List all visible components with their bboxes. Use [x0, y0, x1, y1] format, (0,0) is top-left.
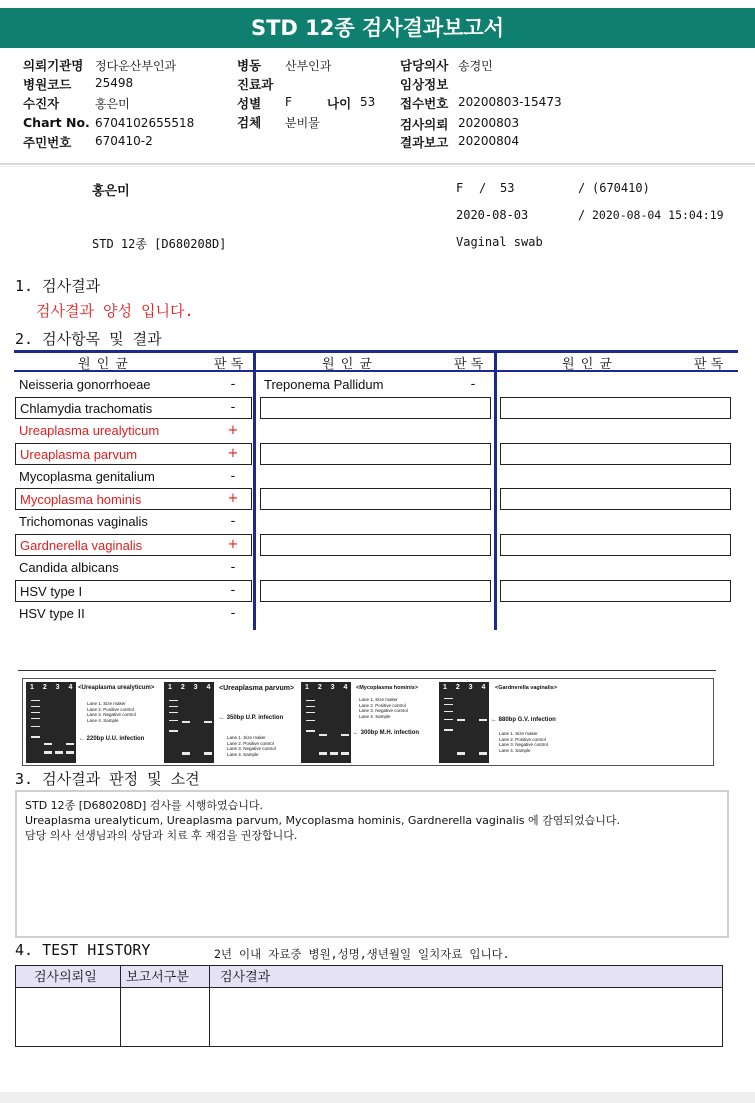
hospital-label: 의뢰기관명: [23, 58, 84, 73]
verdict: +: [227, 446, 239, 461]
verdict: -: [230, 377, 236, 392]
pathogen-row: Mycoplasma genitalium: [19, 469, 155, 484]
patient-label: 수진자: [23, 96, 60, 111]
header-divider: [0, 163, 755, 165]
pathogen-row: Ureaplasma parvum: [15, 443, 252, 465]
summary-datetime: 2020-08-04 15:04:19: [592, 208, 724, 222]
gel-note: ← 300bp M.H. infection: [353, 730, 420, 736]
history-col-divider-2: [209, 966, 210, 1046]
empty-cell: [500, 534, 731, 556]
gel-legend: Lane 1. Size maker Lane 2. Positive control Lane 3. Negative control Lane 4. Sample: [227, 735, 276, 757]
hospital-code-value: 25498: [95, 76, 134, 90]
table-col-divider-2: [494, 350, 497, 630]
pathogen-row: Trichomonas vaginalis: [19, 514, 148, 529]
report-title: STD 12종 검사결과보고서: [0, 8, 755, 48]
reportdate-label: 결과보고: [400, 135, 449, 150]
summary-birth: (670410): [592, 181, 650, 195]
pathogen-row: HSV type II: [19, 606, 85, 621]
col2-pathogen-header: 원 인 균: [322, 357, 373, 372]
gel-title: <Ureaplasma parvum>: [219, 685, 295, 692]
specimen-value: 분비물: [285, 116, 320, 130]
page-bottom-bar: [0, 1092, 755, 1103]
patient-value: 홍은미: [95, 97, 130, 111]
empty-cell: [260, 443, 491, 465]
section4-title: 4. TEST HISTORY: [15, 941, 151, 959]
opinion-line: 담당 의사 선생님과의 상담과 치료 후 재검을 권장합니다.: [25, 829, 298, 842]
summary-name: 홍은미: [92, 184, 130, 199]
gel-images-strip: [22, 678, 714, 766]
empty-cell: [260, 488, 491, 510]
sex-label: 성별: [237, 96, 262, 111]
section1-result: 검사결과 양성 입니다.: [36, 302, 194, 320]
pathogen-row: Ureaplasma urealyticum: [19, 423, 160, 438]
ward-label: 병동: [237, 58, 262, 73]
col1-verdict-header: 판 독: [214, 357, 244, 372]
summary-age: 53: [500, 181, 515, 195]
request-value: 20200803: [458, 116, 520, 130]
verdict: +: [227, 423, 239, 438]
dept-label: 진료과: [237, 77, 274, 92]
pathogen-row: HSV type I: [15, 580, 252, 602]
pathogen-row: Treponema Pallidum: [264, 377, 384, 392]
gel-legend: Lane 1. Size maker Lane 2. Positive control Lane 3. Negative control Lane 4. Sample: [87, 701, 136, 723]
verdict: -: [230, 583, 236, 598]
receipt-value: 20200803-15473: [458, 95, 562, 109]
opinion-box: [15, 790, 729, 938]
doctor-label: 담당의사: [400, 58, 449, 73]
request-label: 검사의뢰: [400, 117, 449, 132]
section3-title: 3. 검사결과 판정 및 소견: [15, 770, 200, 788]
pathogen-row: Candida albicans: [19, 560, 119, 575]
summary-slash-2: /: [578, 181, 586, 195]
history-note: 2년 이내 자료중 병원,성명,생년월일 일치자료 입니다.: [214, 947, 510, 961]
gel-image-gv: 1 2 3 4: [439, 682, 489, 763]
empty-cell: [500, 443, 731, 465]
gel-title: <Mycoplasma hominis>: [356, 685, 419, 691]
age-value: 53: [360, 95, 376, 109]
reportdate-value: 20200804: [458, 134, 520, 148]
empty-cell: [500, 488, 731, 510]
history-header-row: [16, 966, 722, 988]
gel-note: ← 880bp G.V. infection: [491, 717, 556, 723]
verdict: -: [230, 606, 236, 621]
empty-cell: [260, 580, 491, 602]
age-label: 나이: [327, 96, 352, 111]
gel-top-rule: [18, 670, 716, 671]
pathogen-row: Chlamydia trachomatis: [15, 397, 252, 419]
pathogen-row: Mycoplasma hominis: [15, 488, 252, 510]
gel-title: <Ureaplasma urealyticum>: [78, 685, 155, 691]
pathogen-row: Gardnerella vaginalis: [15, 534, 252, 556]
gel-legend: Lane 1. Size maker Lane 2. Positive control Lane 3. Negative control Lane 4. Sample: [499, 731, 548, 753]
history-col-type: 보고서구분: [126, 970, 189, 985]
summary-slash-3: /: [578, 208, 586, 222]
gel-image-up: 1 2 3 4: [164, 682, 214, 763]
specimen-label: 검체: [237, 115, 262, 130]
pathogen-row: Neisseria gonorrhoeae: [19, 377, 151, 392]
history-col-result: 검사결과: [220, 970, 271, 985]
verdict: -: [230, 560, 236, 575]
summary-test: STD 12종 [D680208D]: [92, 237, 227, 251]
gel-note: ← 350bp U.P. infection: [219, 715, 284, 721]
rrn-label: 주민번호: [23, 135, 72, 150]
col1-pathogen-header: 원 인 균: [78, 357, 129, 372]
empty-cell: [260, 534, 491, 556]
gel-legend: Lane 1. Size maker Lane 2. Positive control Lane 3. Negative control Lane 4. Sample: [359, 697, 408, 719]
rrn-value: 670410-2: [95, 134, 153, 148]
col3-pathogen-header: 원 인 균: [562, 357, 613, 372]
section1-title: 1. 검사결과: [15, 277, 101, 295]
verdict: -: [230, 514, 236, 529]
sex-value: F: [285, 95, 292, 109]
col3-verdict-header: 판 독: [694, 357, 724, 372]
verdict: +: [227, 491, 239, 506]
receipt-label: 접수번호: [400, 96, 449, 111]
empty-cell: [260, 397, 491, 419]
ward-value: 산부인과: [285, 59, 332, 73]
history-col-date: 검사의뢰일: [34, 970, 97, 985]
summary-sex: F: [456, 181, 464, 195]
hospital-code-label: 병원코드: [23, 77, 72, 92]
chart-value: 6704102655518: [95, 116, 195, 130]
empty-cell: [500, 397, 731, 419]
summary-slash-1: /: [479, 181, 487, 195]
history-col-divider-1: [120, 966, 121, 1046]
header-divider-light: [0, 166, 755, 167]
gel-image-uu: 1 2 3 4: [26, 682, 76, 763]
gel-note: ← 220bp U.U. infection: [79, 736, 145, 742]
gel-image-mh: 1 2 3 4: [301, 682, 351, 763]
chart-label: Chart No.: [23, 115, 90, 130]
history-table: [15, 965, 723, 1047]
verdict: -: [470, 377, 476, 392]
hospital-value: 정다운산부인과: [95, 59, 177, 73]
summary-date: 2020-08-03: [456, 208, 529, 222]
table-col-divider-1: [253, 350, 256, 630]
opinion-line: Ureaplasma urealyticum, Ureaplasma parvum, Mycoplasma hominis, Gardnerella vaginalis 에 감염되었습니다.: [25, 814, 620, 827]
col2-verdict-header: 판 독: [454, 357, 484, 372]
verdict: -: [230, 400, 236, 415]
clinical-label: 임상정보: [400, 77, 449, 92]
summary-specimen: Vaginal swab: [456, 235, 543, 249]
verdict: -: [230, 469, 236, 484]
gel-title: <Gardnerella vaginalis>: [495, 685, 558, 691]
opinion-line: STD 12종 [D680208D] 검사를 시행하였습니다.: [25, 799, 264, 812]
doctor-value: 송경민: [458, 59, 493, 73]
empty-cell: [500, 580, 731, 602]
section2-title: 2. 검사항목 및 결과: [15, 330, 162, 348]
verdict: +: [227, 537, 239, 552]
